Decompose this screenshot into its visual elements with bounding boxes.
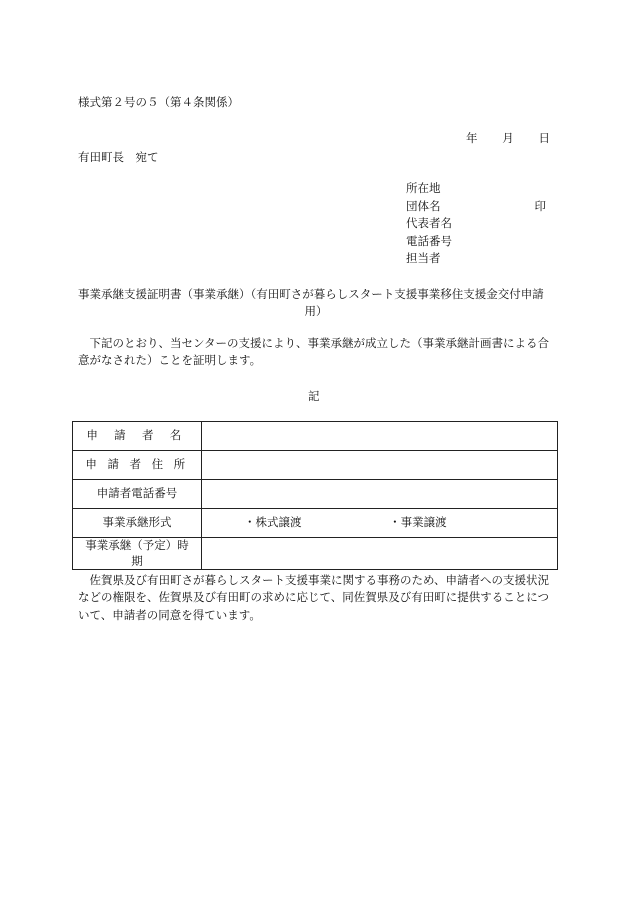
succession-date-label-line1: 事業承継（予定）時	[85, 538, 189, 552]
applicant-name-field[interactable]	[202, 422, 558, 451]
table-row	[73, 480, 558, 509]
consent-text: 佐賀県及び有田町さが暮らしスタート支援事業に関する事務のため、申請者への支援状況などの権限を、佐賀県及び有田町の求めに応じて、同佐賀県及び有田町に提供することについて、申請者の同意を得ています。	[78, 573, 550, 622]
succession-type-field	[202, 509, 558, 538]
date-year-label: 年	[466, 131, 478, 145]
phone-row	[406, 233, 552, 251]
date-line	[466, 130, 550, 147]
applicant-phone-field[interactable]	[202, 480, 558, 509]
addressee: 有田町長 宛て	[78, 150, 159, 164]
succession-date-label	[73, 538, 202, 570]
representative-row	[406, 215, 552, 233]
organization-row	[406, 198, 552, 216]
form-number: 様式第２号の５（第４条関係）	[78, 95, 239, 109]
applicant-name-label: 申 請 者 名	[73, 422, 202, 451]
date-day-label: 日	[538, 131, 550, 145]
ki-heading: 記	[308, 389, 320, 403]
table-row	[73, 422, 558, 451]
succession-option-business-transfer[interactable]: ・事業譲渡	[389, 515, 447, 530]
contact-label: 担当者	[406, 251, 441, 265]
succession-option-share-transfer[interactable]: ・株式譲渡	[244, 515, 302, 530]
location-row	[406, 180, 552, 198]
seal-mark: 印	[534, 198, 546, 213]
applicant-address-field[interactable]	[202, 451, 558, 480]
succession-type-label: 事業承継形式	[73, 509, 202, 538]
representative-label: 代表者名	[406, 216, 452, 230]
table-row	[73, 538, 558, 570]
contact-row	[406, 250, 552, 268]
applicant-info-block	[406, 180, 552, 268]
organization-label: 団体名	[406, 198, 441, 213]
document-title-line2: 用）	[304, 304, 328, 319]
info-table	[72, 421, 558, 570]
location-label: 所在地	[406, 181, 441, 195]
succession-date-field[interactable]	[202, 538, 558, 570]
certification-text: 下記のとおり、当センターの支援により、事業承継が成立した（事業承継計画書による合意がなされた）ことを証明します。	[78, 336, 550, 368]
document-title	[78, 286, 554, 321]
applicant-address-label: 申 請 者 住 所	[73, 451, 202, 480]
table-row	[73, 451, 558, 480]
table-row	[73, 509, 558, 538]
date-month-label: 月	[502, 131, 514, 145]
document-title-line1: 事業承継支援証明書（事業承継）（有田町さが暮らしスタート支援事業移住支援金交付申請	[78, 287, 544, 301]
applicant-phone-label: 申請者電話番号	[73, 480, 202, 509]
phone-label: 電話番号	[406, 233, 452, 248]
succession-date-label-line2: 期	[131, 553, 143, 568]
